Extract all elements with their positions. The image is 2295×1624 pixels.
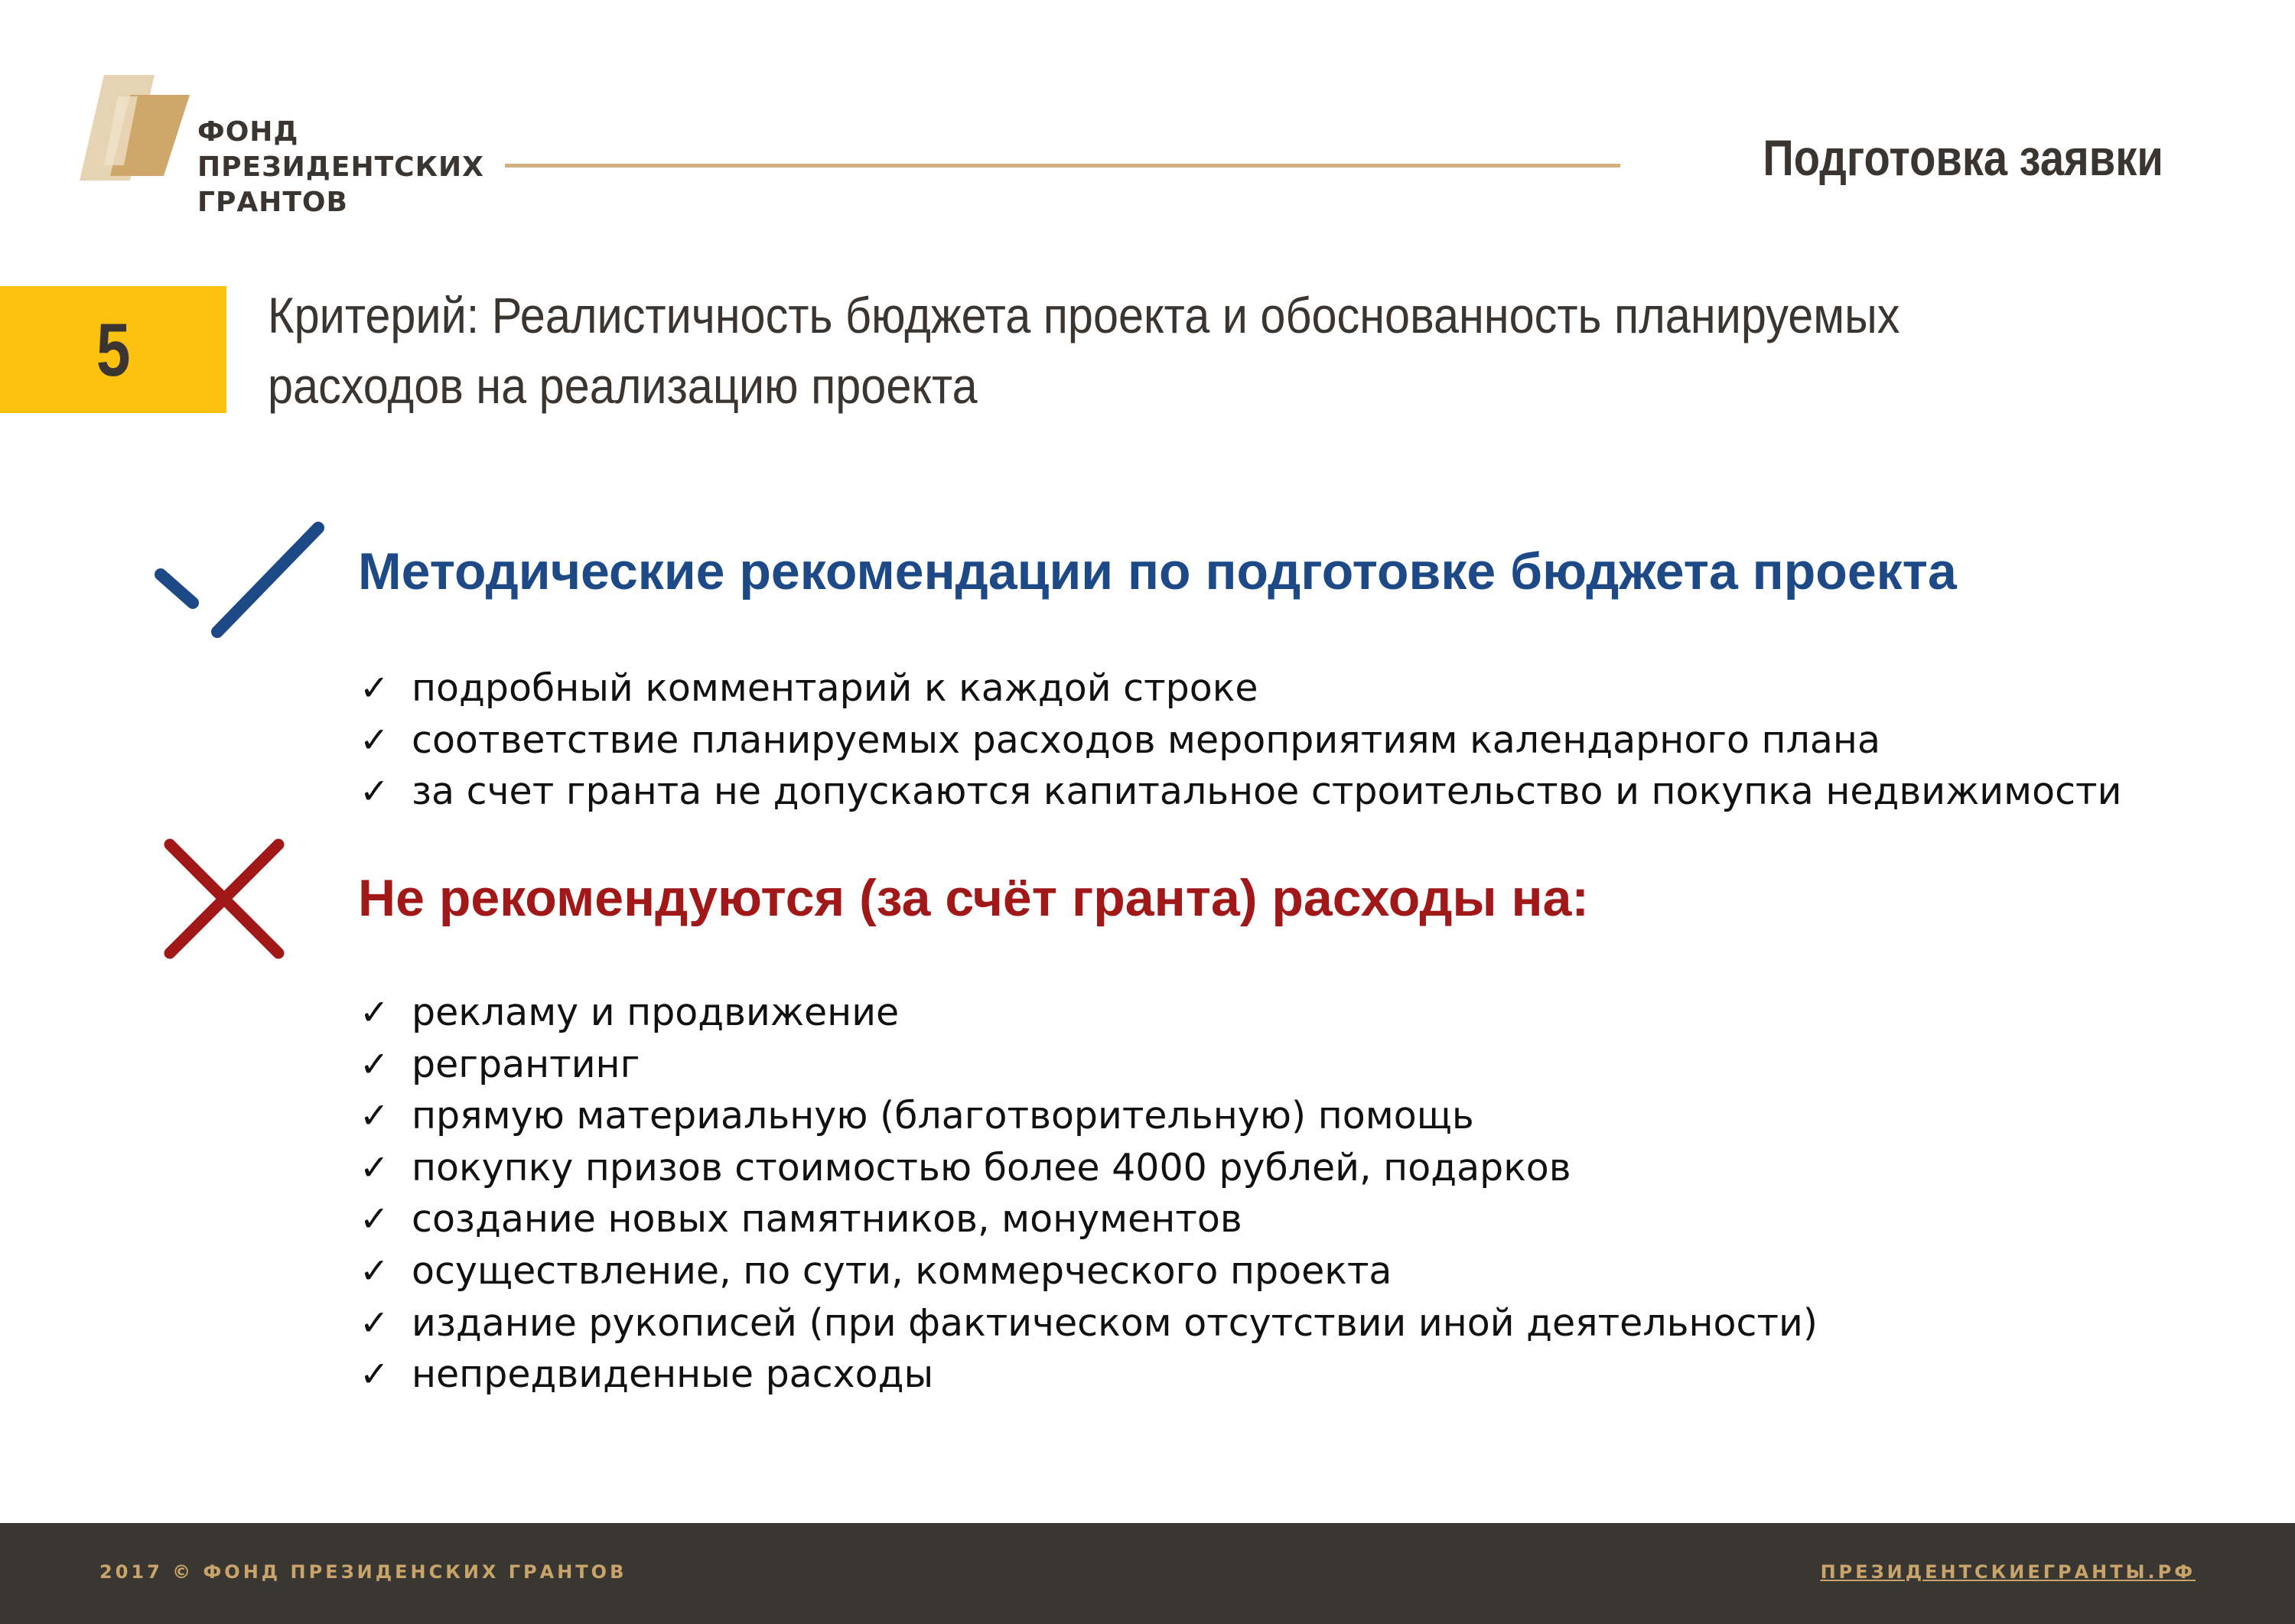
check-bullet-icon: ✓ (360, 1249, 389, 1291)
cross-mark-icon (159, 834, 289, 964)
list-item: ✓ соответствие планируемых расходов мероприятиям календарного плана (360, 714, 2121, 766)
list-item: ✓ рекламу и продвижение (360, 987, 1818, 1039)
list-item: ✓ покупку призов стоимостью более 4000 рублей, подарков (360, 1142, 1818, 1194)
logo-line-3: ГРАНТОВ (197, 187, 348, 218)
check-bullet-icon: ✓ (360, 1043, 389, 1085)
list-item: ✓ осуществление, по сути, коммерческого проекта (360, 1245, 1818, 1297)
footer-copyright: 2017 © ФОНД ПРЕЗИДЕНСКИХ ГРАНТОВ (99, 1561, 627, 1583)
recommended-list (360, 662, 2121, 818)
not-recommended-title: Не рекомендуются (за счёт гранта) расходы на: (358, 869, 1590, 927)
list-item: ✓ непредвиденные расходы (360, 1349, 1818, 1401)
list-item: ✓ регрантинг (360, 1039, 1818, 1091)
check-bullet-icon: ✓ (360, 1301, 389, 1343)
check-bullet-icon: ✓ (360, 1095, 389, 1137)
criterion-number: 5 (96, 307, 131, 392)
logo-line-2: ПРЕЗИДЕНТСКИХ (197, 151, 484, 183)
footer-website-link[interactable]: ПРЕЗИДЕНТСКИЕГРАНТЫ.РФ (1820, 1561, 2196, 1583)
footer (0, 1523, 2295, 1624)
check-bullet-icon: ✓ (360, 1146, 389, 1188)
list-item: ✓ создание новых памятников, монументов (360, 1193, 1818, 1245)
logo-line-1: ФОНД (197, 116, 299, 148)
check-bullet-icon: ✓ (360, 1198, 389, 1240)
not-recommended-list (360, 987, 1818, 1401)
list-item: ✓ прямую материальную (благотворительную) помощь (360, 1090, 1818, 1142)
criterion-text: Критерий: Реалистичность бюджета проекта и обоснованность планируемых расходов на реализацию проекта (268, 287, 1900, 414)
criterion-number-badge (0, 286, 226, 413)
check-mark-icon (150, 517, 334, 647)
list-item: ✓ за счет гранта не допускаются капитальное строительство и покупка недвижимости (360, 766, 2121, 818)
check-bullet-icon: ✓ (360, 718, 389, 760)
header-divider (505, 164, 1620, 168)
check-bullet-icon: ✓ (360, 770, 389, 812)
fund-logo-icon (73, 73, 196, 181)
logo-wordmark (197, 115, 484, 220)
page-title: Подготовка заявки (1763, 129, 2163, 186)
recommended-title: Методические рекомендации по подготовке бюджета проекта (358, 542, 1957, 600)
check-bullet-icon: ✓ (360, 1353, 389, 1395)
check-bullet-icon: ✓ (360, 991, 389, 1033)
list-item: ✓ издание рукописей (при фактическом отсутствии иной деятельности) (360, 1297, 1818, 1349)
check-bullet-icon: ✓ (360, 667, 389, 708)
list-item: ✓ подробный комментарий к каждой строке (360, 662, 2121, 714)
